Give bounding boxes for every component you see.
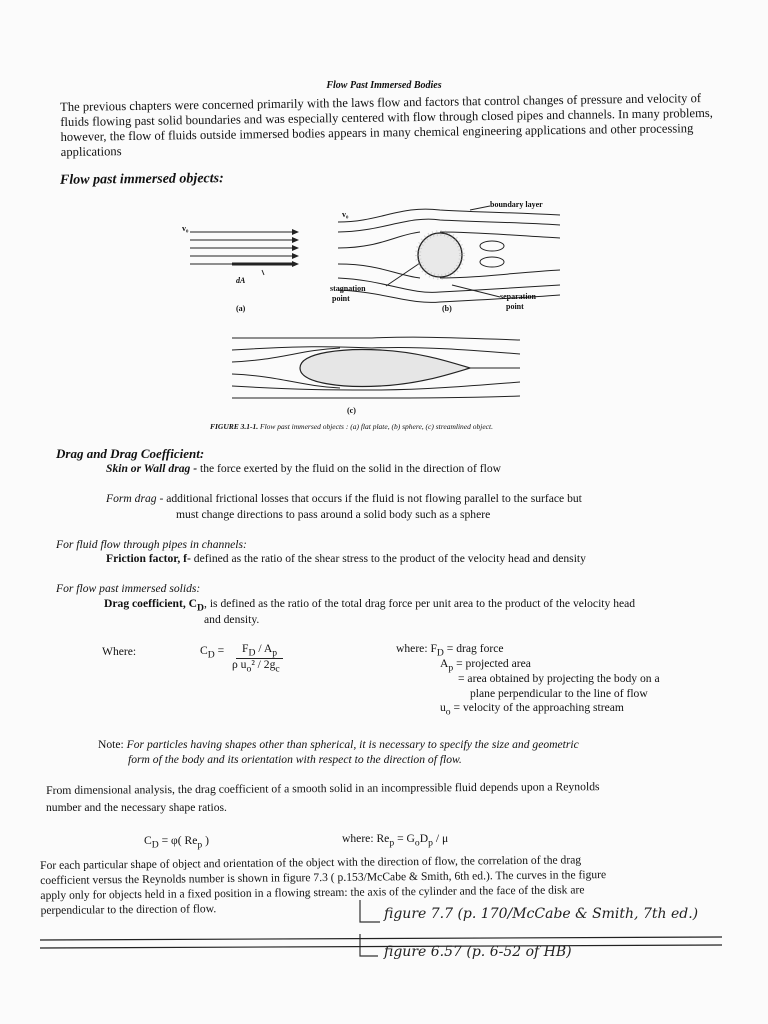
eq-denom2: ² / 2g: [251, 658, 276, 671]
cdre-lhs-sub: D: [151, 839, 159, 851]
re-re-sub: p: [389, 837, 395, 849]
where-label: Where:: [102, 645, 137, 658]
skin-drag-def: the force exerted by the fluid on the solid in the direction of flow: [199, 462, 501, 475]
stagnation-label: stagnation: [330, 284, 366, 293]
final-line-1: For each particular shape of object and orientation of the object with the direction of flow, the correlation of the drag: [40, 853, 582, 872]
cdre-lhs: C: [144, 834, 152, 847]
eq-numer2-sub: p: [272, 647, 278, 659]
drag-heading: Drag and Drag Coefficient:: [56, 446, 205, 461]
cdre-rhs-sub: p: [197, 839, 203, 851]
eq-fd-sub: D: [436, 647, 444, 659]
dimensional-line-2: number and the necessary shape ratios.: [46, 801, 227, 814]
note-text-1: For particles having shapes other than spherical, it is necessary to specify the size and geometric: [126, 738, 579, 751]
final-line-3: apply only for objects held in a fixed position in a flowing stream: the axis of the cylinder and the face of the disk are: [40, 883, 585, 902]
eq-cd-sub: D: [207, 649, 215, 661]
eq-denom: ρ u: [232, 658, 247, 671]
cd-term-sub: D: [197, 602, 205, 614]
eq-numer-sub: D: [248, 647, 256, 659]
re-d: D: [419, 832, 429, 845]
solids-heading: For flow past immersed solids:: [56, 582, 201, 595]
da-label: dA: [236, 276, 246, 285]
form-drag-term: Form drag -: [106, 492, 164, 505]
eq-numer2: / A: [255, 642, 273, 655]
intro-paragraph: The previous chapters were concerned primarily with the laws flow and factors that control changes of pressure and velocity of fluids flowing past solid boundaries and was especially centered with flow through closed pipes and channels. In many problems, however, the flow of fluids outside immersed bodies appears in many chemical engineering applications and other processing applications: [60, 91, 713, 159]
re-re: Re: [376, 832, 390, 845]
separation-point-label: point: [506, 302, 524, 311]
cd-def2: and density.: [204, 613, 260, 626]
eq-denom-sub: o: [246, 663, 252, 675]
eq-uo-sub: o: [445, 706, 451, 718]
area-definition-1: = area obtained by projecting the body on a: [458, 672, 660, 685]
form-drag-def2: must change directions to pass around a solid body such as a sphere: [176, 508, 491, 521]
eq-ap: A: [440, 657, 449, 670]
note-lead: Note:: [98, 738, 124, 751]
page-title: Flow Past Immersed Bodies: [326, 80, 442, 91]
separation-label: separation: [500, 292, 536, 301]
pipes-heading: For fluid flow through pipes in channels:: [56, 538, 247, 551]
skin-drag-term: Skin or Wall drag -: [106, 462, 198, 475]
eq-where2: where:: [396, 642, 428, 655]
eq-ap-rest: = projected area: [453, 657, 531, 670]
area-definition-2: plane perpendicular to the line of flow: [470, 687, 648, 700]
eq-ap-sub: p: [448, 662, 454, 674]
friction-def: defined as the ratio of the shear stress to the product of the velocity head and density: [193, 552, 586, 565]
eq-equals: =: [214, 644, 225, 657]
eq-numer: F: [242, 642, 249, 655]
note-line-2: form of the body and its orientation with respect to the direction of flow.: [128, 753, 462, 766]
eq-fd-rest: = drag force: [443, 642, 504, 655]
re-d-sub: p: [428, 837, 433, 849]
handwritten-note-1: figure 7.7 (p. 170/McCabe & Smith, 7th ed.): [384, 906, 699, 922]
figure-label-a: (a): [236, 304, 246, 313]
cd-def1: , is defined as the ratio of the total drag force per unit area to the product of the velocity head: [204, 597, 636, 610]
eq-fd: F: [430, 642, 437, 655]
boundary-layer-label: boundary layer: [490, 200, 543, 209]
figure-label-b: (b): [442, 304, 452, 313]
v0-label-b: v₀: [342, 210, 349, 219]
figure-label-c: (c): [347, 406, 356, 415]
caption-tag: FIGURE 3.1-1.: [210, 422, 259, 431]
final-line-4: perpendicular to the direction of flow.: [40, 902, 217, 917]
section-heading-flow: Flow past immersed objects:: [59, 171, 224, 188]
handwritten-note-2: figure 6.57 (p. 6-52 of HB): [384, 944, 572, 960]
re-where: where:: [342, 832, 374, 845]
eq-cd: C: [200, 644, 208, 657]
cd-term: Drag coefficient, C: [104, 597, 198, 610]
eq-uo: u: [440, 701, 446, 714]
re-mu: / μ: [432, 832, 449, 845]
stagnation-point-label: point: [332, 294, 350, 303]
caption-text: Flow past immersed objects : (a) flat plate, (b) sphere, (c) streamlined object.: [260, 422, 493, 431]
eq-denom2-sub: c: [275, 663, 280, 675]
re-g-sub: o: [414, 837, 420, 849]
dimensional-line-1: From dimensional analysis, the drag coefficient of a smooth solid in an incompressible fluid depends upon a Reynolds: [46, 780, 600, 797]
eq-uo-rest: = velocity of the approaching stream: [450, 701, 624, 714]
friction-term: Friction factor, f-: [106, 552, 191, 565]
cdre-rhs: = φ( Re: [158, 834, 198, 847]
re-g: = G: [394, 832, 415, 845]
final-line-2: coefficient versus the Reynolds number is shown in figure 7.3 ( p.153/McCabe & Smith, 6th ed.). The curves in the figure: [40, 868, 607, 887]
v0-label-a: v₀: [182, 224, 189, 233]
form-drag-def1: additional frictional losses that occurs if the fluid is not flowing parallel to the surface but: [166, 492, 582, 505]
cdre-rhs-end: ): [202, 834, 209, 847]
